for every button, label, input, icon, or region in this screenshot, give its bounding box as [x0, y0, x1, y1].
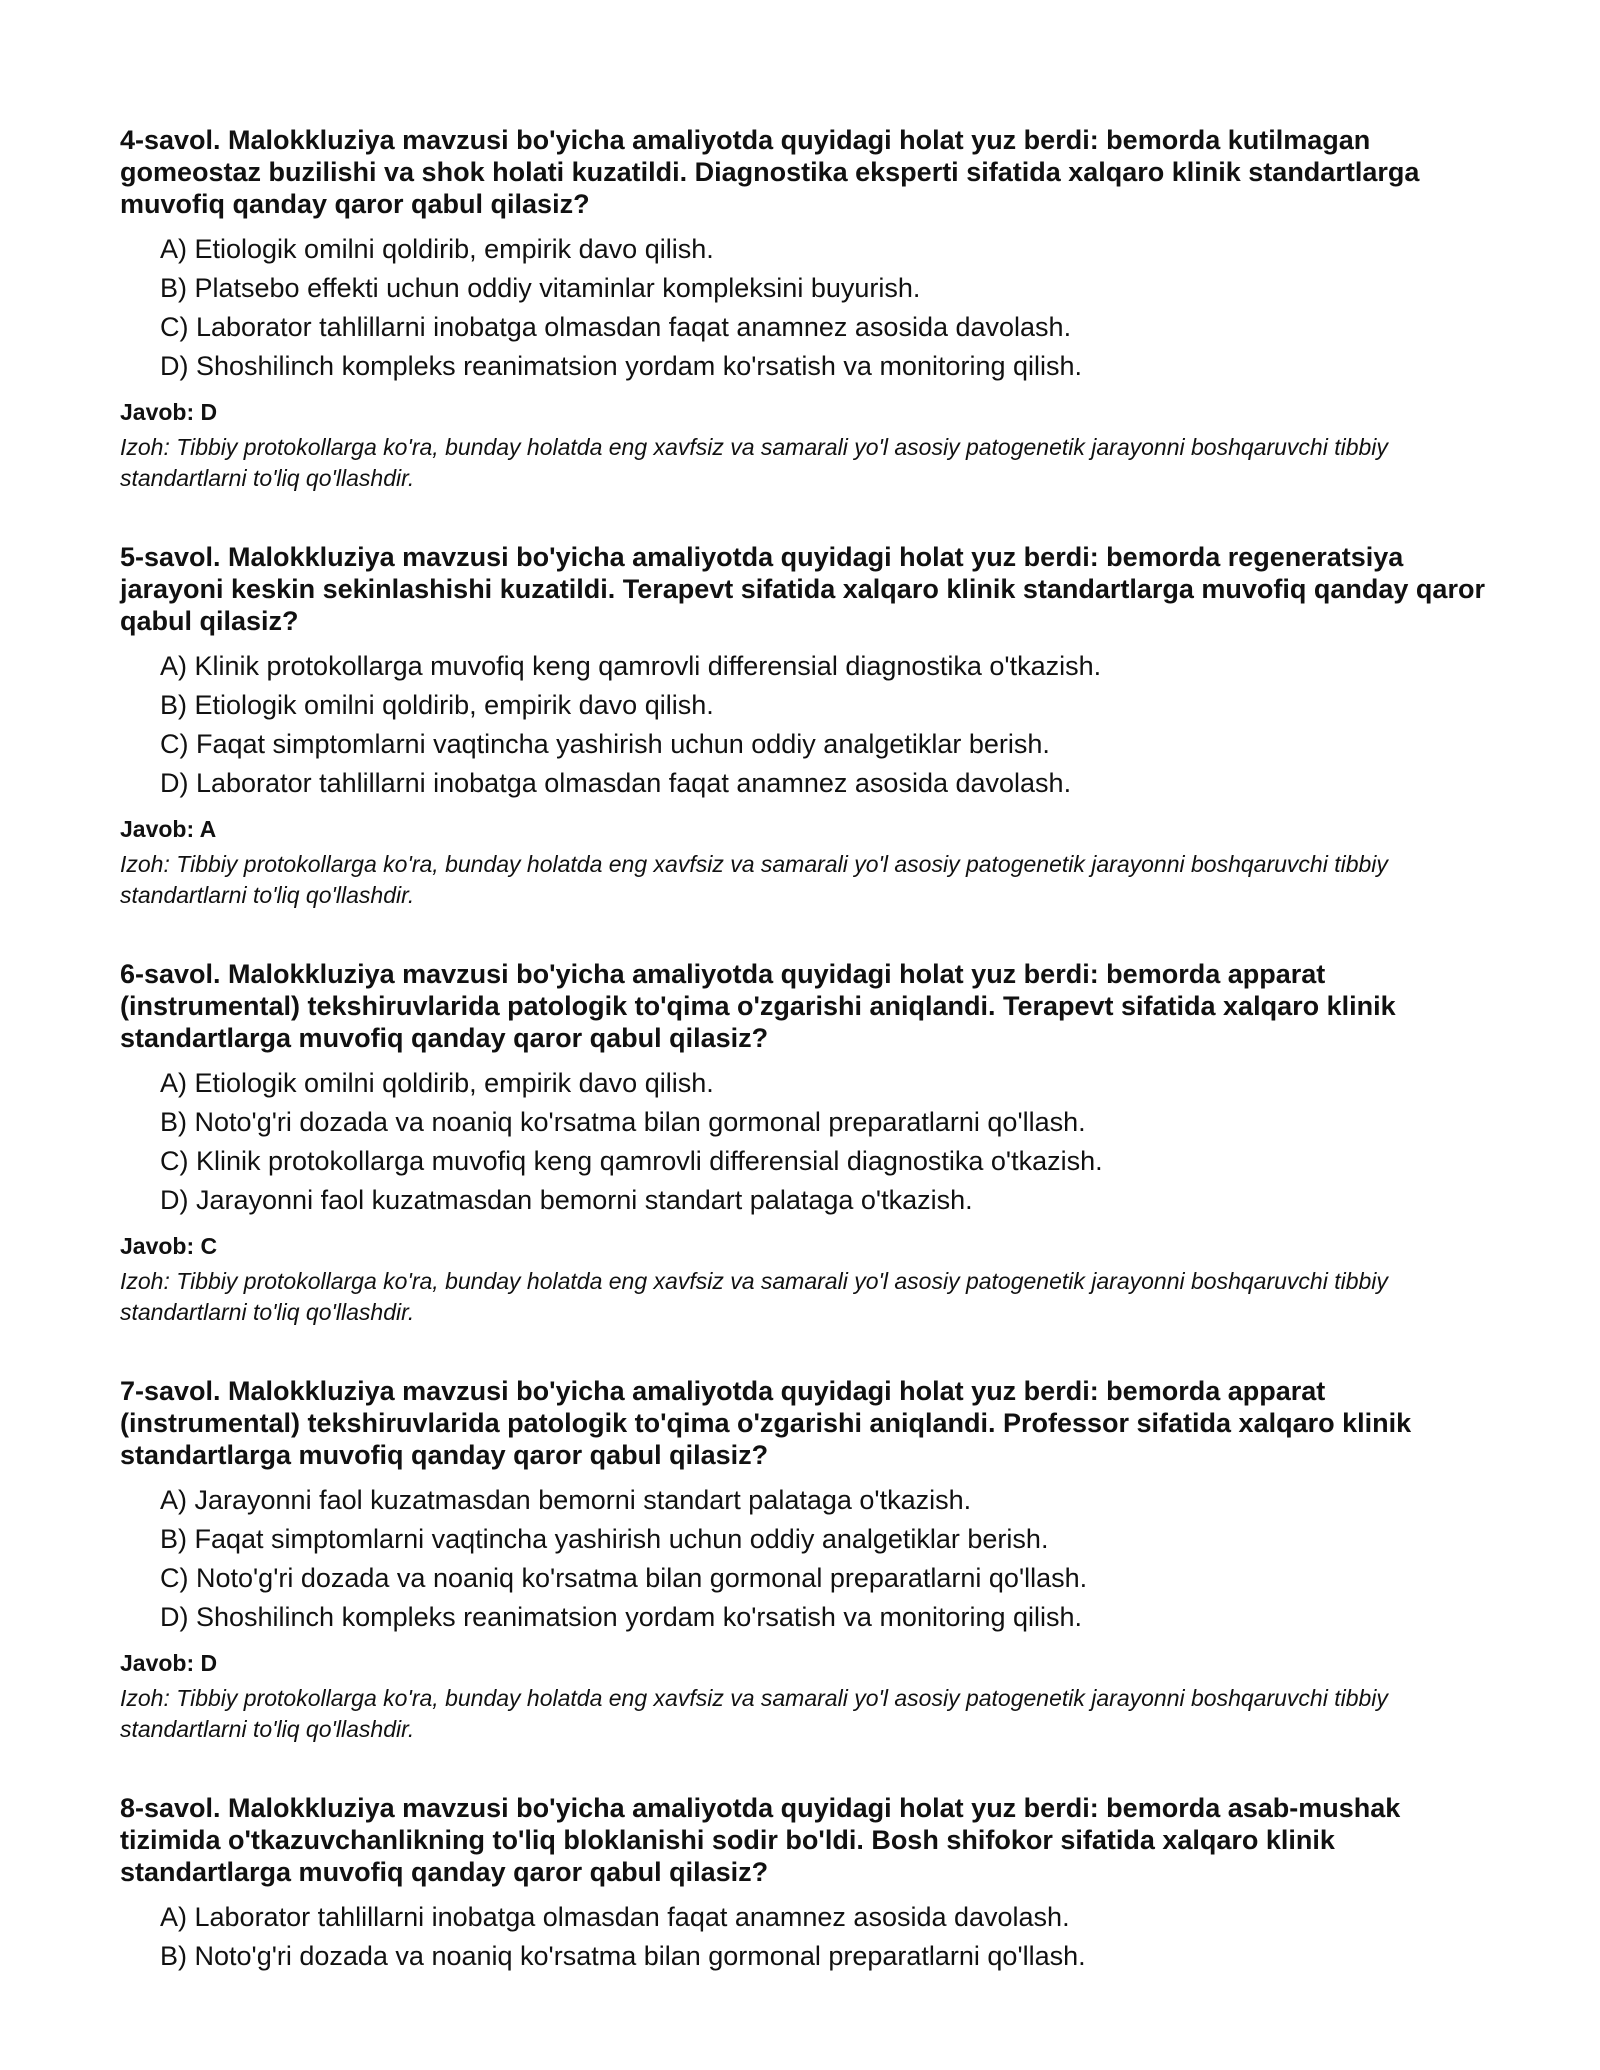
question-title: 8-savol. Malokkluziya mavzusi bo'yicha amaliyotda quyidagi holat yuz berdi: bemorda asab-mushak tizimida o'tkazuvchanlikning to'liq bloklanishi sodir bo'ldi. Bosh shifokor sifatida xalqaro klinik standartlarga muvofiq qanday qaror qabul qilasiz?	[120, 1793, 1401, 1887]
options-list	[120, 1898, 1490, 1976]
options-list	[120, 1064, 1490, 1220]
question-block	[120, 1792, 1490, 1976]
option-item: A) Etiologik omilni qoldirib, empirik davo qilish.	[160, 1068, 714, 1098]
option-item: D) Laborator tahlillarni inobatga olmasdan faqat anamnez asosida davolash.	[160, 768, 1072, 798]
option-item: B) Faqat simptomlarni vaqtincha yashirish uchun oddiy analgetiklar berish.	[160, 1524, 1049, 1554]
explanation-text: Izoh: Tibbiy protokollarga ko'ra, bunday holatda eng xavfsiz va samarali yo'l asosiy patogenetik jarayonni boshqaruvchi tibbiy standartlarni to'liq qo'llashdir.	[120, 434, 1388, 491]
option-item: C) Klinik protokollarga muvofiq keng qamrovli differensial diagnostika o'tkazish.	[160, 1146, 1103, 1176]
question-title: 6-savol. Malokkluziya mavzusi bo'yicha amaliyotda quyidagi holat yuz berdi: bemorda apparat (instrumental) tekshiruvlarida patologik to'qima o'zgarishi aniqlandi. Terapevt sifatida xalqaro klinik standartlarga muvofiq qanday qaror qabul qilasiz?	[120, 959, 1396, 1053]
question-block	[120, 958, 1490, 1328]
option-item: B) Platsebo effekti uchun oddiy vitaminlar kompleksini buyurish.	[160, 273, 921, 303]
option-item: C) Faqat simptomlarni vaqtincha yashirish uchun oddiy analgetiklar berish.	[160, 729, 1050, 759]
option-item: C) Noto'g'ri dozada va noaniq ko'rsatma bilan gormonal preparatlarni qo'llash.	[160, 1563, 1088, 1593]
answer-label: Javob: A	[120, 816, 217, 842]
answer-label: Javob: D	[120, 1650, 218, 1676]
explanation-text: Izoh: Tibbiy protokollarga ko'ra, bunday holatda eng xavfsiz va samarali yo'l asosiy patogenetik jarayonni boshqaruvchi tibbiy standartlarni to'liq qo'llashdir.	[120, 1685, 1388, 1742]
question-block	[120, 124, 1490, 494]
question-title: 7-savol. Malokkluziya mavzusi bo'yicha amaliyotda quyidagi holat yuz berdi: bemorda apparat (instrumental) tekshiruvlarida patologik to'qima o'zgarishi aniqlandi. Professor sifatida xalqaro klinik standartlarga muvofiq qanday qaror qabul qilasiz?	[120, 1376, 1412, 1470]
options-list	[120, 647, 1490, 803]
option-item: B) Noto'g'ri dozada va noaniq ko'rsatma bilan gormonal preparatlarni qo'llash.	[160, 1107, 1086, 1137]
option-item: A) Laborator tahlillarni inobatga olmasdan faqat anamnez asosida davolash.	[160, 1902, 1070, 1932]
question-title: 5-savol. Malokkluziya mavzusi bo'yicha amaliyotda quyidagi holat yuz berdi: bemorda regeneratsiya jarayoni keskin sekinlashishi kuzatildi. Terapevt sifatida xalqaro klinik standartlarga muvofiq qanday qaror qabul qilasiz?	[120, 542, 1485, 636]
options-list	[120, 1481, 1490, 1637]
explanation-text: Izoh: Tibbiy protokollarga ko'ra, bunday holatda eng xavfsiz va samarali yo'l asosiy patogenetik jarayonni boshqaruvchi tibbiy standartlarni to'liq qo'llashdir.	[120, 1268, 1388, 1325]
option-item: C) Laborator tahlillarni inobatga olmasdan faqat anamnez asosida davolash.	[160, 312, 1072, 342]
question-block	[120, 541, 1490, 911]
answer-label: Javob: D	[120, 399, 218, 425]
explanation-text: Izoh: Tibbiy protokollarga ko'ra, bunday holatda eng xavfsiz va samarali yo'l asosiy patogenetik jarayonni boshqaruvchi tibbiy standartlarni to'liq qo'llashdir.	[120, 851, 1388, 908]
options-list	[120, 230, 1490, 386]
option-item: A) Klinik protokollarga muvofiq keng qamrovli differensial diagnostika o'tkazish.	[160, 651, 1102, 681]
answer-label: Javob: C	[120, 1233, 218, 1259]
option-item: D) Jarayonni faol kuzatmasdan bemorni standart palataga o'tkazish.	[160, 1185, 973, 1215]
option-item: D) Shoshilinch kompleks reanimatsion yordam ko'rsatish va monitoring qilish.	[160, 1602, 1083, 1632]
option-item: B) Noto'g'ri dozada va noaniq ko'rsatma bilan gormonal preparatlarni qo'llash.	[160, 1941, 1086, 1971]
question-title: 4-savol. Malokkluziya mavzusi bo'yicha amaliyotda quyidagi holat yuz berdi: bemorda kutilmagan gomeostaz buzilishi va shok holati kuzatildi. Diagnostika eksperti sifatida xalqaro klinik standartlarga muvofiq qanday qaror qabul qilasiz?	[120, 125, 1420, 219]
option-item: D) Shoshilinch kompleks reanimatsion yordam ko'rsatish va monitoring qilish.	[160, 351, 1083, 381]
option-item: A) Jarayonni faol kuzatmasdan bemorni standart palataga o'tkazish.	[160, 1485, 972, 1515]
question-block	[120, 1375, 1490, 1745]
option-item: B) Etiologik omilni qoldirib, empirik davo qilish.	[160, 690, 714, 720]
option-item: A) Etiologik omilni qoldirib, empirik davo qilish.	[160, 234, 714, 264]
